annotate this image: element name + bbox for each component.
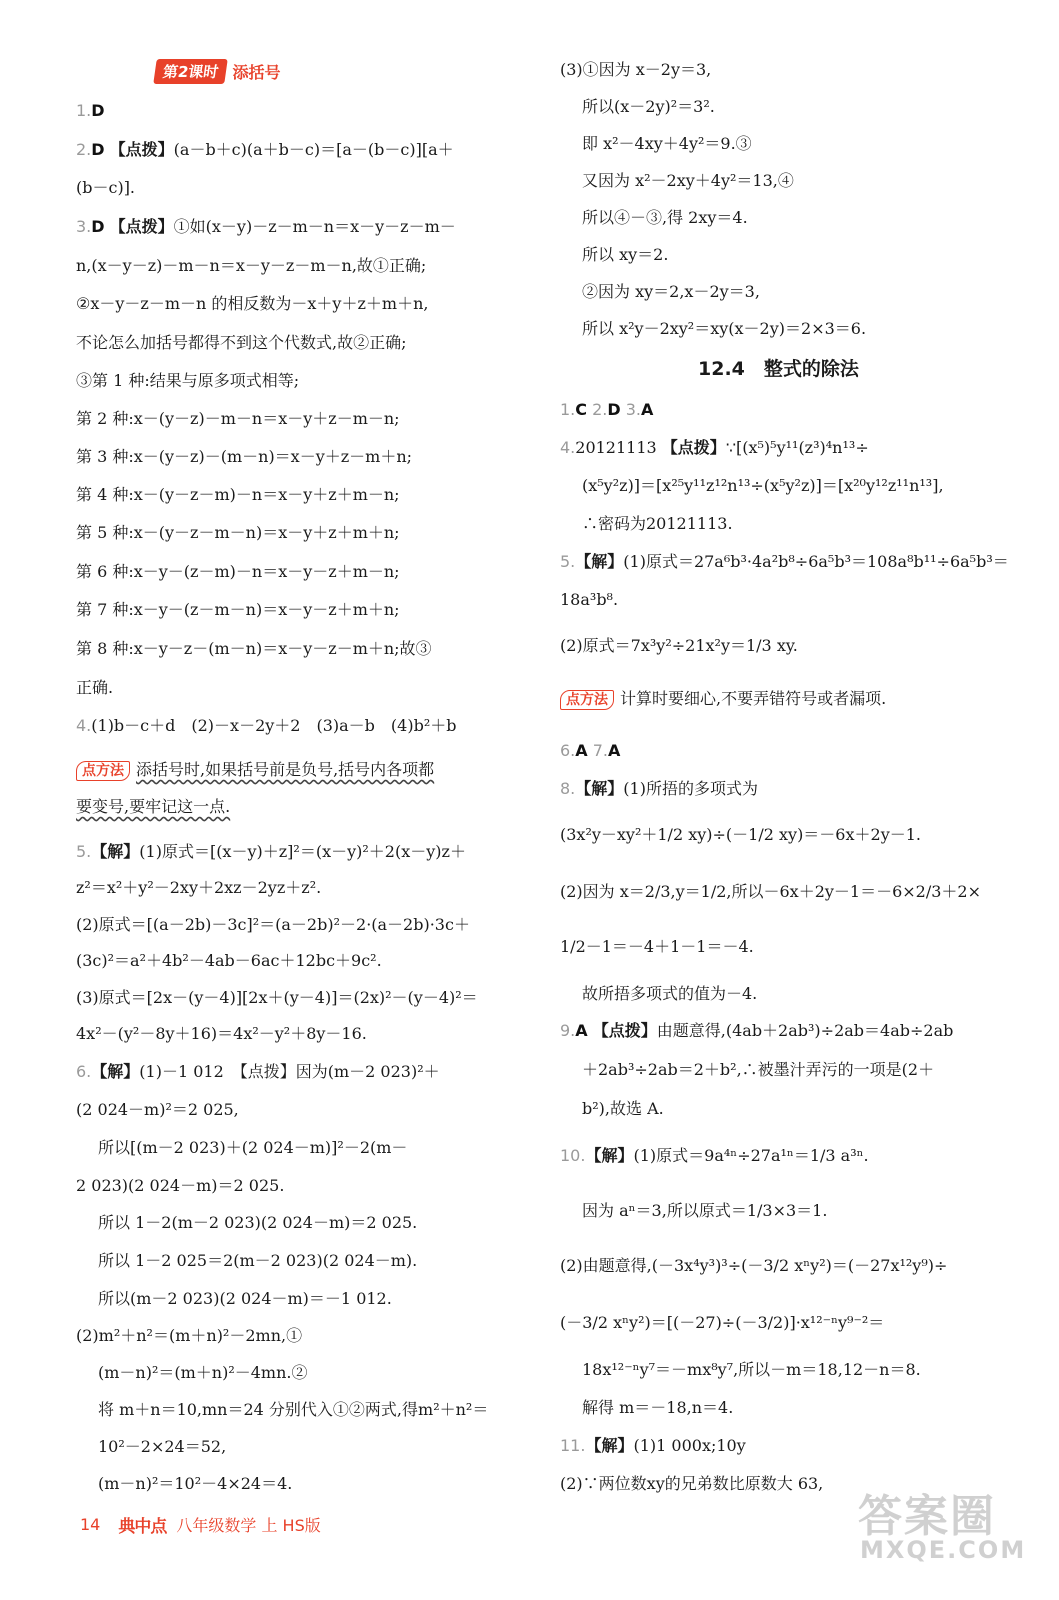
- text-line: 所以 xy＝2.: [582, 245, 669, 264]
- text-line: ②x－y－z－m－n 的相反数为－x＋y＋z＋m＋n,: [76, 294, 429, 313]
- answer-line: 11.【解】(1)1 000x;10y: [560, 1436, 746, 1455]
- answer-line: 10.【解】(1)原式＝9a⁴ⁿ÷27a¹ⁿ＝1/3 a³ⁿ.: [560, 1146, 869, 1165]
- answer-line: 1.D: [76, 101, 105, 120]
- text-line: 18a³b⁸.: [560, 590, 619, 609]
- text-line: (－3/2 xⁿy²)＝[(－27)÷(－3/2)]·x¹²⁻ⁿy⁹⁻²＝: [560, 1313, 885, 1332]
- answer-line: 4.20121113 【点拨】∵[(x⁵)⁵y¹¹(z³)⁴n¹³÷: [560, 438, 869, 457]
- text-line: 又因为 x²－2xy＋4y²＝13,④: [582, 171, 794, 190]
- text-line: 第 2 种:x－(y－z)－m－n＝x－y＋z－m－n;: [76, 409, 400, 428]
- text-line: (m－n)²＝(m＋n)²－4mn.②: [98, 1363, 308, 1382]
- text-line: (3)①因为 x－2y＝3,: [560, 60, 712, 79]
- text-line: 即 x²－4xy＋4y²＝9.③: [582, 134, 752, 153]
- lesson-title: 添括号: [232, 62, 281, 82]
- method-badge: 点方法: [76, 761, 130, 781]
- text-line: 18x¹²⁻ⁿy⁷＝－mx⁸y⁷,所以－m＝18,12－n＝8.: [582, 1360, 921, 1379]
- method-note: 点方法 添括号时,如果括号前是负号,括号内各项都: [76, 760, 434, 780]
- text-line: 所以 1－2(m－2 023)(2 024－m)＝2 025.: [98, 1213, 418, 1232]
- watermark-url: MXQE.COM: [860, 1536, 1027, 1564]
- text-line: 第 6 种:x－y－(z－m)－n＝x－y－z＋m－n;: [76, 562, 400, 581]
- text-line: 所以 x²y－2xy²＝xy(x－2y)＝2×3＝6.: [582, 319, 867, 338]
- text-line: (3x²y－xy²＋1/2 xy)÷(－1/2 xy)＝－6x＋2y－1.: [560, 825, 921, 844]
- text-line: 第 4 种:x－(y－z－m)－n＝x－y＋z＋m－n;: [76, 485, 400, 504]
- answer-line: 6.【解】(1)－1 012 【点拨】因为(m－2 023)²＋: [76, 1062, 440, 1081]
- text-line: (3)原式＝[2x－(y－4)][2x＋(y－4)]＝(2x)²－(y－4)²＝: [76, 988, 478, 1007]
- text-line: 所以 1－2 025＝2(m－2 023)(2 024－m).: [98, 1251, 418, 1270]
- text-line: ②因为 xy＝2,x－2y＝3,: [582, 282, 760, 301]
- answer-line: 5.【解】(1)原式＝[(x－y)＋z]²＝(x－y)²＋2(x－y)z＋: [76, 842, 466, 861]
- text-line: 故所捂多项式的值为－4.: [582, 984, 758, 1003]
- text-line: 2 023)(2 024－m)＝2 025.: [76, 1176, 285, 1195]
- text-line: (2)由题意得,(－3x⁴y³)³÷(－3/2 xⁿy²)＝(－27x¹²y⁹)÷: [560, 1256, 948, 1275]
- text-line: ∴密码为20121113.: [582, 514, 733, 533]
- book-logo: 典中点: [118, 1516, 167, 1537]
- watermark: [858, 1480, 1038, 1576]
- text-line: (2)原式＝7x³y²÷21x²y＝1/3 xy.: [560, 636, 798, 655]
- text-line: 正确.: [76, 678, 114, 697]
- text-line: 将 m＋n＝10,mn＝24 分别代入①②两式,得m²＋n²＝: [98, 1400, 489, 1419]
- text-line: ＋2ab³÷2ab＝2＋b²,∴被墨汁弄污的一项是(2＋: [582, 1060, 935, 1079]
- lesson-badge: 第2课时: [153, 59, 228, 84]
- text-line: 所以[(m－2 023)＋(2 024－m)]²－2(m－: [98, 1138, 408, 1157]
- text-line: 第 8 种:x－y－z－(m－n)＝x－y－z－m＋n;故③: [76, 639, 432, 658]
- text-line: 因为 aⁿ＝3,所以原式＝1/3×3＝1.: [582, 1201, 828, 1220]
- text-line: 10²－2×24＝52,: [98, 1437, 227, 1456]
- text-line: (3c)²＝a²＋4b²－4ab－6ac＋12bc＋9c².: [76, 951, 382, 970]
- method-badge: 点方法: [560, 690, 614, 710]
- text-line: 第 7 种:x－y－(z－m－n)＝x－y－z＋m＋n;: [76, 600, 400, 619]
- book-title: 八年级数学 上 HS版: [176, 1515, 321, 1535]
- page-number: 14: [80, 1514, 101, 1534]
- answer-line: 6.A 7.A: [560, 741, 621, 760]
- text-line: (2)m²＋n²＝(m＋n)²－2mn,①: [76, 1326, 303, 1345]
- text-line: 解得 m＝－18,n＝4.: [582, 1398, 734, 1417]
- text-line: n,(x－y－z)－m－n＝x－y－z－m－n,故①正确;: [76, 256, 427, 275]
- text-line: (m－n)²＝10²－4×24＝4.: [98, 1474, 293, 1493]
- text-line: (b－c)].: [76, 178, 136, 197]
- page-footer: [80, 1512, 321, 1536]
- text-line: 要变号,要牢记这一点.: [76, 797, 231, 816]
- text-line: (2)原式＝[(a－2b)－3c]²＝(a－2b)²－2·(a－2b)·3c＋: [76, 915, 470, 934]
- text-line: (2)因为 x＝2/3,y＝1/2,所以－6x＋2y－1＝－6×2/3＋2×: [560, 882, 982, 901]
- answer-line: 1.C 2.D 3.A: [560, 400, 654, 419]
- section-title: 12.4 整式的除法: [698, 358, 859, 380]
- text-line: 1/2－1＝－4＋1－1＝－4.: [560, 937, 754, 956]
- answer-line: 9.A 【点拨】由题意得,(4ab＋2ab³)÷2ab＝4ab÷2ab: [560, 1021, 954, 1040]
- text-line: 所以④－③,得 2xy＝4.: [582, 208, 748, 227]
- text-line: z²＝x²＋y²－2xy＋2xz－2yz＋z².: [76, 878, 322, 897]
- answer-line: 3.D 【点拨】①如(x－y)－z－m－n＝x－y－z－m－: [76, 217, 456, 236]
- text-line: b²),故选 A.: [582, 1099, 664, 1118]
- text-line: (x⁵y²z)]＝[x²⁵y¹¹z¹²n¹³÷(x⁵y²z)]＝[x²⁰y¹²z¹¹n¹³],: [582, 476, 944, 495]
- answer-line: 4.(1)b－c＋d (2)－x－2y＋2 (3)a－b (4)b²＋b: [76, 716, 457, 735]
- text-line: 4x²－(y²－8y＋16)＝4x²－y²＋8y－16.: [76, 1024, 367, 1043]
- method-note: 点方法 计算时要细心,不要弄错符号或者漏项.: [560, 689, 886, 709]
- text-line: 不论怎么加括号都得不到这个代数式,故②正确;: [76, 333, 407, 352]
- text-line: 第 3 种:x－(y－z)－(m－n)＝x－y＋z－m＋n;: [76, 447, 413, 466]
- answer-line: 5.【解】(1)原式＝27a⁶b³·4a²b⁸÷6a⁵b³＝108a⁸b¹¹÷6a⁵b³＝: [560, 552, 1009, 571]
- text-line: (2 024－m)²＝2 025,: [76, 1100, 239, 1119]
- text-line: 所以(x－2y)²＝3².: [582, 97, 715, 116]
- text-line: 第 5 种:x－(y－z－m－n)＝x－y＋z＋m＋n;: [76, 523, 400, 542]
- answer-line: 2.D 【点拨】(a－b＋c)(a＋b－c)＝[a－(b－c)][a＋: [76, 140, 454, 159]
- text-line: ③第 1 种:结果与原多项式相等;: [76, 371, 300, 390]
- text-line: (2)∵两位数xy的兄弟数比原数大 63,: [560, 1474, 824, 1493]
- lesson-header: [155, 58, 280, 84]
- answer-line: 8.【解】(1)所捂的多项式为: [560, 779, 758, 798]
- text-line: 所以(m－2 023)(2 024－m)＝－1 012.: [98, 1289, 392, 1308]
- watermark-text: 答案圈: [858, 1491, 996, 1542]
